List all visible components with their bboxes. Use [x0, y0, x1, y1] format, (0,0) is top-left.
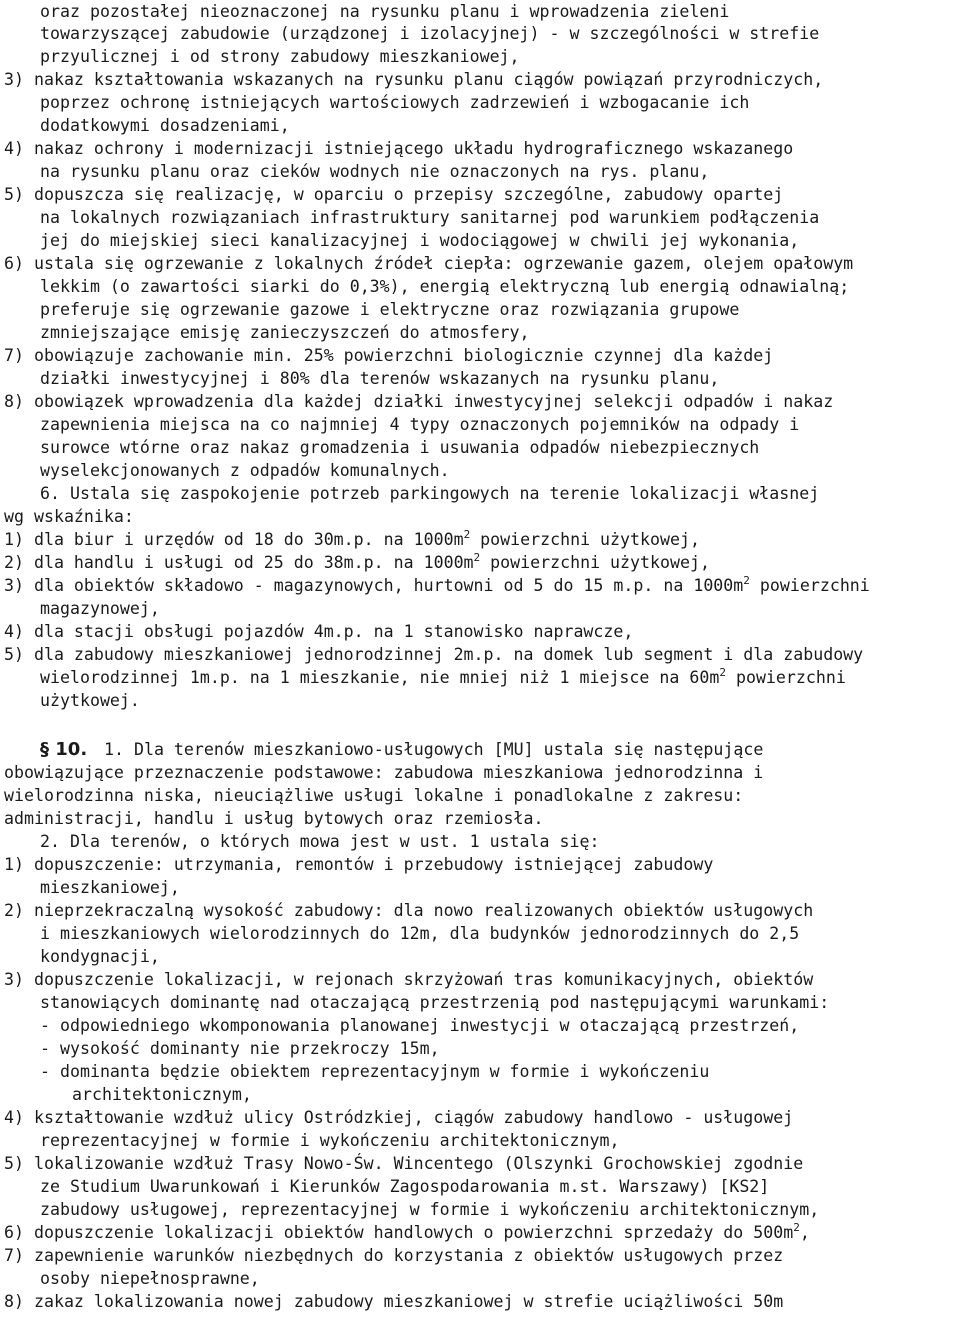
text-line: kondygnacji, — [40, 947, 160, 966]
text-line: i mieszkaniowych wielorodzinnych do 12m, dla budynków jednorodzinnych do 2,5 — [40, 924, 800, 943]
text-line — [4, 1221, 810, 1244]
text-line: reprezentacyjnej w formie i wykończeniu architektonicznym, — [40, 1131, 620, 1150]
line-text: powierzchni — [725, 668, 846, 687]
text-line: lekkim (o zawartości siarki do 0,3%), energią elektryczną lub energią odnawialną; — [40, 277, 850, 296]
text-line: przyulicznej i od strony zabudowy mieszkaniowej, — [40, 47, 520, 66]
text-line: preferuje się ogrzewanie gazowe i elektryczne oraz rozwiązania grupowe — [40, 300, 740, 319]
line-text: powierzchni użytkowej, — [470, 530, 700, 549]
text-line: 6) ustala się ogrzewanie z lokalnych źródeł ciepła: ogrzewanie gazem, olejem opałowym — [4, 254, 854, 273]
text-line — [4, 528, 700, 551]
text-line: wg wskaźnika: — [4, 507, 134, 526]
superscript: 2 — [463, 528, 471, 541]
text-line: poprzez ochronę istniejących wartościowych zadrzewień i wzbogacanie ich — [40, 93, 750, 112]
text-line: 5) dopuszcza się realizację, w oparciu o przepisy szczególne, zabudowy opartej — [4, 185, 784, 204]
text-line: 7) obowiązuje zachowanie min. 25% powierzchni biologicznie czynnej dla każdej — [4, 346, 774, 365]
text-line: 2) nieprzekraczalną wysokość zabudowy: dla nowo realizowanych obiektów usługowych — [4, 901, 814, 920]
line-text: wielorodzinnej 1m.p. na 1 mieszkanie, nie mniej niż 1 miejsce na 60m — [40, 668, 720, 687]
text-line: 3) dopuszczenie lokalizacji, w rejonach skrzyżowań tras komunikacyjnych, obiektów — [4, 970, 814, 989]
line-text: powierzchni — [749, 576, 870, 595]
superscript: 2 — [473, 551, 481, 564]
text-line: zabudowy usługowej, reprezentacyjnej w formie i wykończeniu architektonicznym, — [40, 1200, 820, 1219]
text-line: działki inwestycyjnej i 80% dla terenów wskazanych na rysunku planu, — [40, 369, 720, 388]
text-line — [4, 574, 870, 597]
text-line: - odpowiedniego wkomponowania planowanej inwestycji w otaczającą przestrzeń, — [40, 1016, 800, 1035]
text-line: 5) dla zabudowy mieszkaniowej jednorodzinnej 2m.p. na domek lub segment i dla zabudowy — [4, 645, 864, 664]
text-line: - dominanta będzie obiektem reprezentacyjnym w formie i wykończeniu — [40, 1062, 710, 1081]
text-line: 4) nakaz ochrony i modernizacji istniejącego układu hydrograficznego wskazanego — [4, 139, 794, 158]
text-line: 8) obowiązek wprowadzenia dla każdej działki inwestycyjnej selekcji odpadów i nakaz — [4, 392, 834, 411]
text-line: architektonicznym, — [72, 1085, 252, 1104]
text-line: - wysokość dominanty nie przekroczy 15m, — [40, 1039, 440, 1058]
text-line — [40, 666, 846, 689]
text-line: na lokalnych rozwiązaniach infrastruktury sanitarnej pod warunkiem podłączenia — [40, 208, 820, 227]
line-text: 3) dla obiektów składowo - magazynowych, hurtowni od 5 do 15 m.p. na 1000m — [4, 576, 744, 595]
text-line: 5) lokalizowanie wzdłuż Trasy Nowo-Św. Wincentego (Olszynki Grochowskiej zgodnie — [4, 1154, 804, 1173]
text-line: użytkowej. — [40, 691, 140, 710]
text-line: oraz pozostałej nieoznaczonej na rysunku planu i wprowadzenia zieleni — [40, 2, 730, 21]
text-line: surowce wtórne oraz nakaz gromadzenia i usuwania odpadów niebezpiecznych — [40, 438, 760, 457]
line-text: powierzchni użytkowej, — [480, 553, 710, 572]
superscript: 2 — [743, 574, 750, 587]
line-text: 2) dla handlu i usługi od 25 do 38m.p. na 1000m — [4, 553, 474, 572]
text-line: administracji, handlu i usług bytowych oraz rzemiosła. — [4, 809, 544, 828]
superscript: 2 — [719, 666, 726, 679]
text-line: 1. Dla terenów mieszkaniowo-usługowych [MU] ustala się następujące — [104, 740, 764, 759]
text-line: zmniejszające emisję zanieczyszczeń do atmosfery, — [40, 323, 530, 342]
text-line: ze Studium Uwarunkowań i Kierunków Zagospodarowania m.st. Warszawy) [KS2] — [40, 1177, 770, 1196]
text-line — [4, 551, 710, 574]
text-line: na rysunku planu oraz cieków wodnych nie oznaczonych na rys. planu, — [40, 162, 710, 181]
text-line: towarzyszącej zabudowie (urządzonej i izolacyjnej) - w szczególności w strefie — [40, 24, 820, 43]
text-line: wyselekcjonowanych z odpadów komunalnych. — [40, 461, 450, 480]
line-text: , — [799, 1223, 810, 1242]
text-line: 3) nakaz kształtowania wskazanych na rysunku planu ciągów powiązań przyrodniczych, — [4, 70, 824, 89]
text-line: 1) dopuszczenie: utrzymania, remontów i przebudowy istniejącej zabudowy — [4, 855, 714, 874]
text-line: mieszkaniowej, — [40, 878, 180, 897]
text-line: 4) dla stacji obsługi pojazdów 4m.p. na 1 stanowisko naprawcze, — [4, 622, 634, 641]
text-line: zapewnienia miejsca na co najmniej 4 typy oznaczonych pojemników na odpady i — [40, 415, 800, 434]
line-text: 6) dopuszczenie lokalizacji obiektów handlowych o powierzchni sprzedaży do 500m — [4, 1223, 794, 1242]
line-text: 1) dla biur i urzędów od 18 do 30m.p. na 1000m — [4, 530, 464, 549]
text-line: magazynowej, — [40, 599, 160, 618]
text-line: 7) zapewnienie warunków niezbędnych do korzystania z obiektów usługowych przez — [4, 1246, 784, 1265]
text-line: stanowiących dominantę nad otaczającą przestrzenią pod następującymi warunkami: — [40, 993, 830, 1012]
text-line: 6. Ustala się zaspokojenie potrzeb parkingowych na terenie lokalizacji własnej — [40, 484, 820, 503]
superscript: 2 — [793, 1221, 800, 1234]
text-line: obowiązujące przeznaczenie podstawowe: zabudowa mieszkaniowa jednorodzinna i — [4, 763, 764, 782]
text-line: 8) zakaz lokalizowania nowej zabudowy mieszkaniowej w strefie uciążliwości 50m — [4, 1292, 784, 1311]
text-line: 2. Dla terenów, o których mowa jest w ust. 1 ustala się: — [40, 832, 600, 851]
text-line: jej do miejskiej sieci kanalizacyjnej i wodociągowej w chwili jej wykonania, — [40, 231, 800, 250]
text-line: 4) kształtowanie wzdłuż ulicy Ostródzkiej, ciągów zabudowy handlowo - usługowej — [4, 1108, 794, 1127]
section-heading: § 10. — [40, 739, 88, 760]
text-line: osoby niepełnosprawne, — [40, 1269, 260, 1288]
text-line: dodatkowymi dosadzeniami, — [40, 116, 290, 135]
text-line: wielorodzinna niska, nieuciążliwe usługi lokalne i ponadlokalne z zakresu: — [4, 786, 744, 805]
